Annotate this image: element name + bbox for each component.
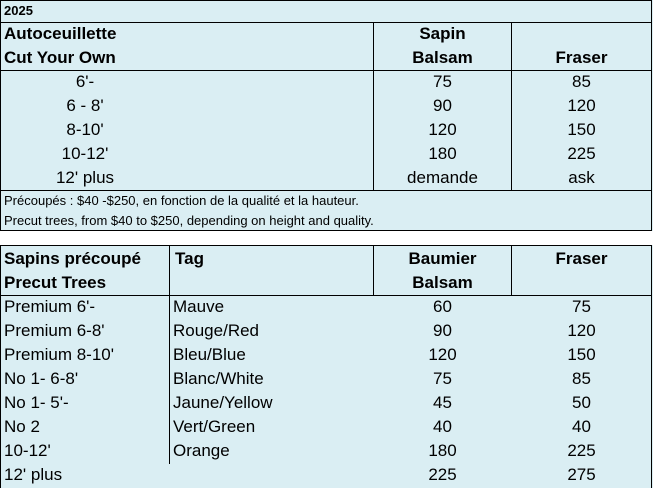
t1-size: 12' plus [55, 168, 115, 187]
t2-grade: Premium 6-8' [4, 321, 105, 340]
t1-fraser-price: 150 [567, 120, 596, 139]
t2-fraser-price: 50 [572, 393, 591, 412]
t2-fraser-price: 85 [572, 369, 591, 388]
t2-right-border [651, 245, 652, 488]
t2-grade: No 1- 6-8' [4, 369, 79, 388]
t2-balsam-price: 90 [433, 321, 452, 340]
t2-fraser-price: 120 [567, 321, 596, 340]
t1-bottom-border [0, 230, 652, 231]
t2-balsam-price: 60 [433, 297, 452, 316]
t1-balsam-header-line1: Sapin [419, 24, 466, 43]
t1-balsam-price: demande [407, 168, 478, 187]
t1-rows-border [0, 190, 652, 191]
t2-grade: No 2 [4, 417, 40, 436]
t1-top-border [0, 0, 652, 1]
t2-grade: 10-12' [4, 441, 51, 460]
t1-balsam-price: 180 [428, 144, 457, 163]
t1-balsam-header-line2: Balsam [412, 48, 473, 67]
t2-fraser-price: 225 [567, 441, 596, 460]
t2-balsam-header-line2: Balsam [412, 273, 473, 292]
t2-header-border [0, 295, 652, 296]
t1-size: 6'- [75, 72, 95, 91]
t1-header-border [0, 70, 652, 71]
t1-fraser-price: ask [568, 168, 595, 187]
t1-fraser-price: 120 [567, 96, 596, 115]
cut-your-own-title-fr: Autoceuillette [4, 24, 117, 43]
t1-fraser-header: Fraser [555, 48, 608, 67]
table-gap [0, 231, 653, 245]
precut-note-en: Precut trees, from $40 to $250, depending on height and quality. [4, 213, 374, 228]
t2-balsam-price: 120 [428, 345, 457, 364]
t1-fraser-price: 85 [572, 72, 591, 91]
t2-tag: Vert/Green [173, 417, 256, 436]
t2-grade: Premium 8-10' [4, 345, 115, 364]
t2-fraser-price: 75 [572, 297, 591, 316]
t2-top-border [0, 245, 652, 246]
year-label: 2025 [4, 3, 33, 18]
t2-tag: Orange [173, 441, 230, 460]
t1-size: 6 - 8' [66, 96, 104, 115]
t2-fraser-price: 275 [567, 465, 596, 484]
t2-balsam-price: 225 [428, 465, 457, 484]
precut-title-fr: Sapins précoupé [4, 249, 141, 268]
tag-header: Tag [175, 249, 204, 268]
t2-col-divider-2 [373, 245, 374, 296]
cut-your-own-title-en: Cut Your Own [4, 48, 116, 67]
t1-size: 8-10' [66, 120, 104, 139]
t2-tag: Jaune/Yellow [173, 393, 273, 412]
t2-fraser-header: Fraser [555, 249, 608, 268]
t2-tag: Rouge/Red [173, 321, 260, 340]
t2-grade: 12' plus [4, 465, 63, 484]
t1-balsam-price: 90 [433, 96, 452, 115]
t2-fraser-price: 40 [572, 417, 591, 436]
precut-note-fr: Précoupés : $40 -$250, en fonction de la qualité et la hauteur. [4, 193, 359, 208]
precut-title-en: Precut Trees [4, 273, 107, 292]
t1-balsam-price: 75 [433, 72, 452, 91]
t2-col-divider-3 [511, 245, 512, 296]
t1-col-divider-2 [511, 22, 512, 191]
t2-tag: Bleu/Blue [173, 345, 246, 364]
t2-balsam-price: 180 [428, 441, 457, 460]
t2-tag: Mauve [173, 297, 225, 316]
t2-fraser-price: 150 [567, 345, 596, 364]
t1-size: 10-12' [61, 144, 109, 163]
t2-balsam-header-line1: Baumier [408, 249, 477, 268]
t1-fraser-price: 225 [567, 144, 596, 163]
t2-balsam-price: 75 [433, 369, 452, 388]
t1-left-border [0, 0, 1, 231]
t2-col-divider-1 [169, 245, 170, 464]
t1-year-border [0, 22, 652, 23]
t1-col-divider-1 [373, 22, 374, 191]
t2-grade: No 1- 5'- [4, 393, 69, 412]
t1-right-border [651, 0, 652, 231]
t2-tag: Blanc/White [173, 369, 264, 388]
t2-balsam-price: 45 [433, 393, 452, 412]
t2-grade: Premium 6'- [4, 297, 96, 316]
t2-left-border [0, 245, 1, 488]
t2-balsam-price: 40 [433, 417, 452, 436]
t1-balsam-price: 120 [428, 120, 457, 139]
